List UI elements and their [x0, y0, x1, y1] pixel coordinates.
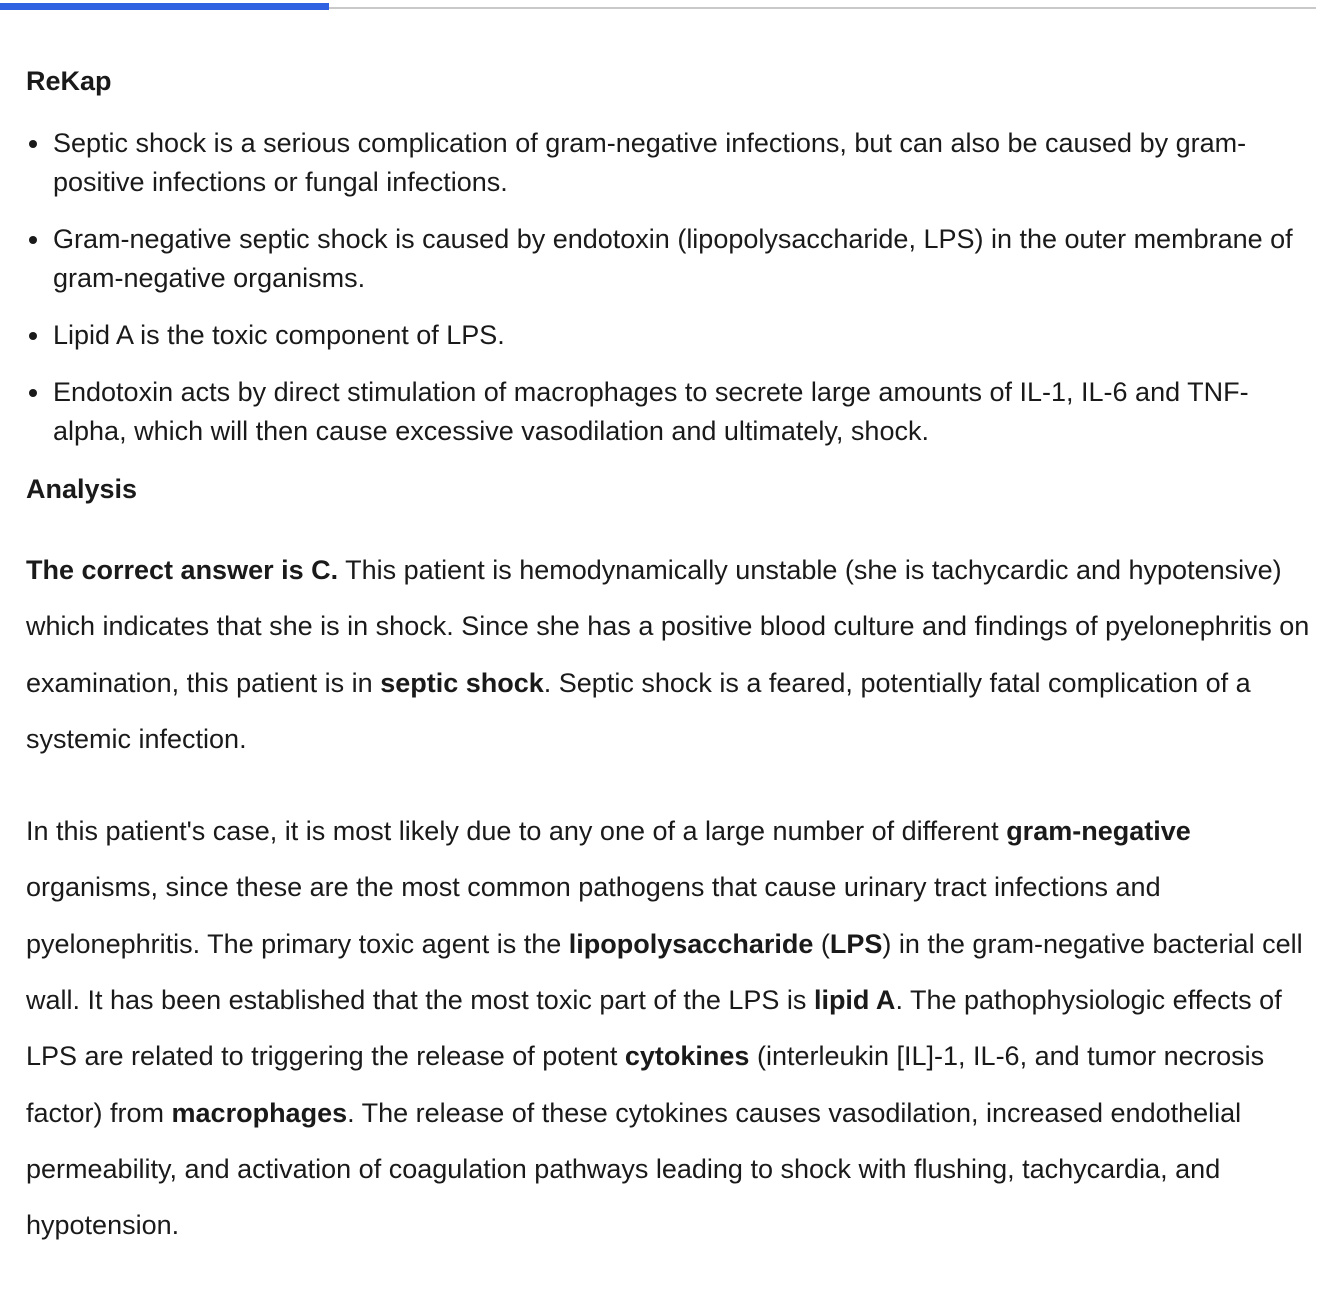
rekap-item-text: Septic shock is a serious complication of gram-negative infections, but can also be caused by gram-positive infections or fungal infections. — [53, 128, 1247, 197]
analysis-text: ) in the gram-negative bacterial cell wall. It has been established that the most toxic part of the LPS is — [26, 928, 1303, 1016]
key-term: lipid A — [813, 985, 896, 1016]
rekap-item-text: Gram-negative septic shock is caused by endotoxin (lipopolysaccharide, LPS) in the outer membrane of gram-negative organisms. — [53, 224, 1293, 293]
explanation-content — [26, 62, 1316, 1254]
key-term: septic shock — [380, 667, 544, 698]
analysis-text: . The release of these cytokines causes vasodilation, increased endothelial permeability, and activation of coagulation pathways leading to shock with flushing, tachycardia, and hypotension. — [26, 1097, 1242, 1241]
analysis-heading: Analysis — [26, 474, 138, 504]
key-term: lipopolysaccharide — [568, 928, 814, 959]
rekap-item — [26, 316, 1316, 355]
key-term: cytokines — [624, 1041, 750, 1072]
analysis-text: (interleukin [IL]-1, IL-6, and tumor necrosis factor) from — [26, 1041, 1265, 1128]
key-term: macrophages — [171, 1097, 348, 1128]
bullet-dot-icon — [29, 140, 37, 148]
progress-bar-fill — [0, 3, 329, 10]
analysis-text: This patient is hemodynamically unstable (she is tachycardic and hypotensive) which indicates that she is in shock. Since she has a positive blood culture and findings of pyelonephritis on examination, this patient is in — [26, 555, 1310, 698]
analysis-text: organisms, since these are the most common pathogens that cause urinary tract infections and pyelonephritis. The primary toxic agent is the — [26, 872, 1161, 959]
correct-answer-statement: The correct answer is C. — [26, 555, 339, 585]
rekap-item — [26, 373, 1316, 451]
key-term: LPS — [829, 928, 883, 959]
rekap-heading: ReKap — [26, 66, 112, 96]
analysis-paragraph-2 — [26, 803, 1316, 1253]
analysis-text: . The pathophysiologic effects of LPS are related to triggering the release of potent — [26, 985, 1282, 1072]
bullet-dot-icon — [29, 236, 37, 244]
analysis-paragraph-1 — [26, 542, 1316, 767]
bullet-dot-icon — [29, 389, 37, 397]
rekap-list — [26, 124, 1316, 451]
rekap-item — [26, 124, 1316, 202]
rekap-item — [26, 220, 1316, 298]
bullet-dot-icon — [29, 332, 37, 340]
rekap-item-text: Lipid A is the toxic component of LPS. — [53, 320, 505, 350]
analysis-text: ( — [813, 928, 830, 959]
key-term: gram-negative — [1006, 816, 1191, 847]
analysis-text: In this patient's case, it is most likely due to any one of a large number of different — [26, 816, 1007, 847]
rekap-item-text: Endotoxin acts by direct stimulation of macrophages to secrete large amounts of IL-1, IL-6 and TNF-alpha, which will then cause excessive vasodilation and ultimately, shock. — [53, 377, 1249, 446]
analysis-text: . Septic shock is a feared, potentially fatal complication of a systemic infection. — [26, 667, 1251, 754]
